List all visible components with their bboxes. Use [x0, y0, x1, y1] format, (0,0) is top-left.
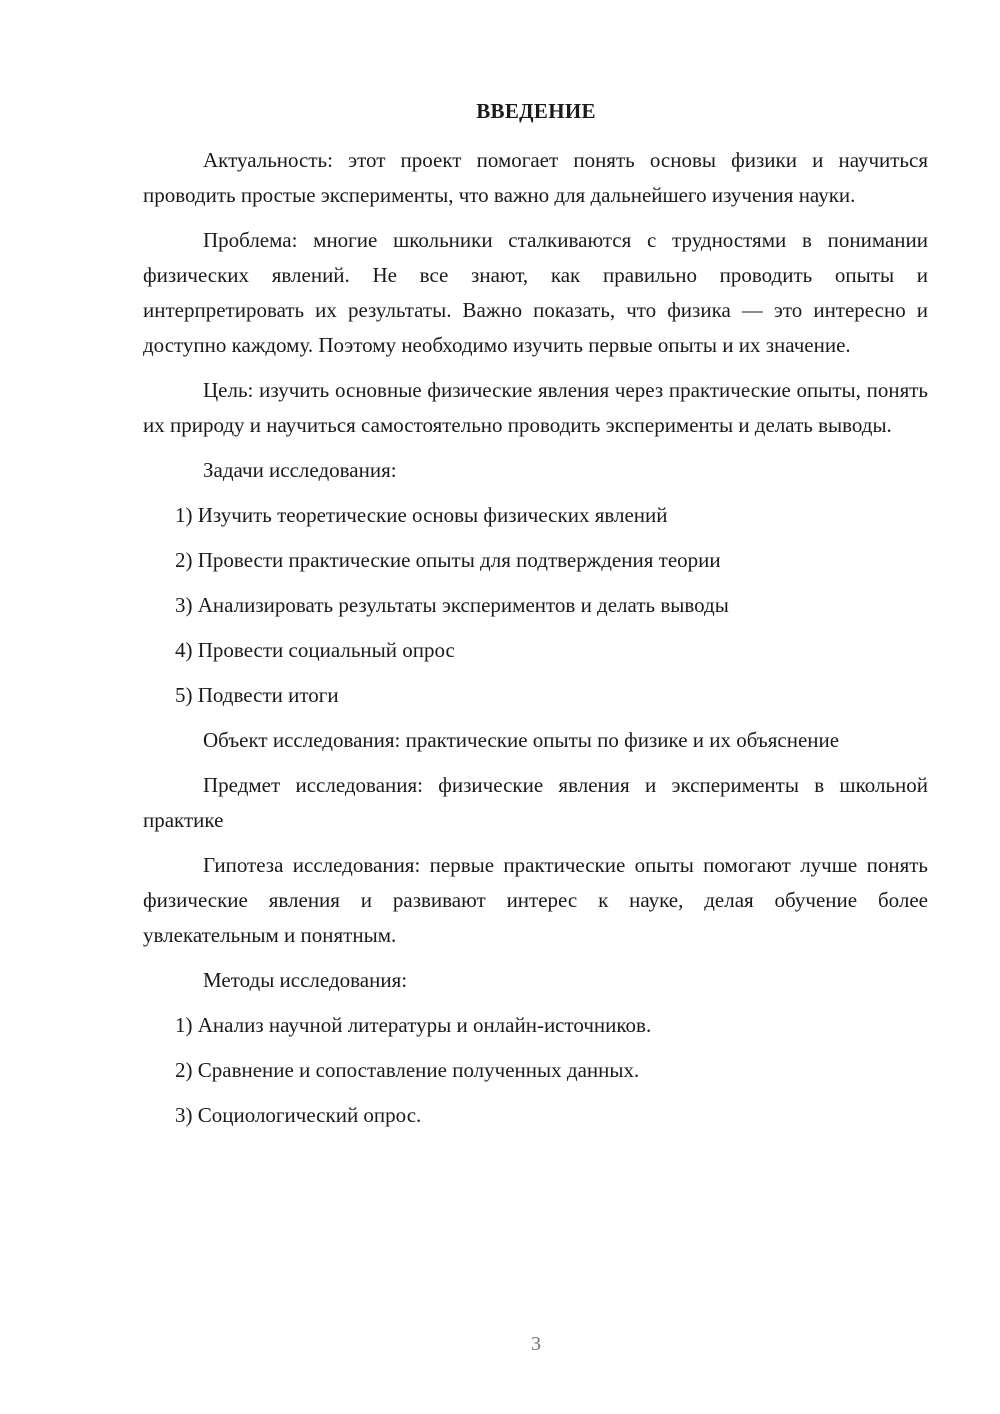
goal-paragraph: Цель: изучить основные физические явления через практические опыты, понять их природу и научиться самостоятельно проводить эксперименты и делать выводы.	[143, 378, 928, 437]
tasks-list	[143, 498, 928, 713]
hypothesis-paragraph: Гипотеза исследования: первые практические опыты помогают лучше понять физические явления и развивают интерес к науке, делая обучение более увлекательным и понятным.	[143, 853, 928, 947]
list-item: 2) Провести практические опыты для подтверждения теории	[175, 548, 721, 572]
tasks-title: Задачи исследования:	[203, 458, 397, 482]
page-number: 3	[531, 1333, 541, 1355]
relevance-paragraph: Актуальность: этот проект помогает понять основы физики и научиться проводить простые эксперименты, что важно для дальнейшего изучения науки.	[143, 148, 928, 207]
list-item: 1) Изучить теоретические основы физических явлений	[175, 503, 668, 527]
list-item: 4) Провести социальный опрос	[175, 638, 455, 662]
list-item: 3) Социологический опрос.	[175, 1103, 422, 1127]
list-item: 3) Анализировать результаты экспериментов и делать выводы	[175, 593, 729, 617]
page-title: ВВЕДЕНИЕ	[476, 99, 596, 123]
list-item: 1) Анализ научной литературы и онлайн-источников.	[175, 1013, 652, 1037]
list-item: 2) Сравнение и сопоставление полученных данных.	[175, 1058, 640, 1082]
methods-list	[143, 1008, 928, 1133]
methods-title: Методы исследования:	[203, 968, 408, 992]
subject-paragraph: Предмет исследования: физические явления и эксперименты в школьной практике	[143, 773, 928, 832]
object-paragraph: Объект исследования: практические опыты по физике и их объяснение	[203, 728, 840, 752]
document-body	[143, 143, 928, 1143]
problem-paragraph: Проблема: многие школьники сталкиваются с трудностями в понимании физических явлений. Не все знают, как правильно проводить опыты и интерпретировать их результаты. Важно показать, что физика — это интересно и доступно каждому. Поэтому необходимо изучить первые опыты и их значение.	[143, 228, 928, 357]
list-item: 5) Подвести итоги	[175, 683, 339, 707]
